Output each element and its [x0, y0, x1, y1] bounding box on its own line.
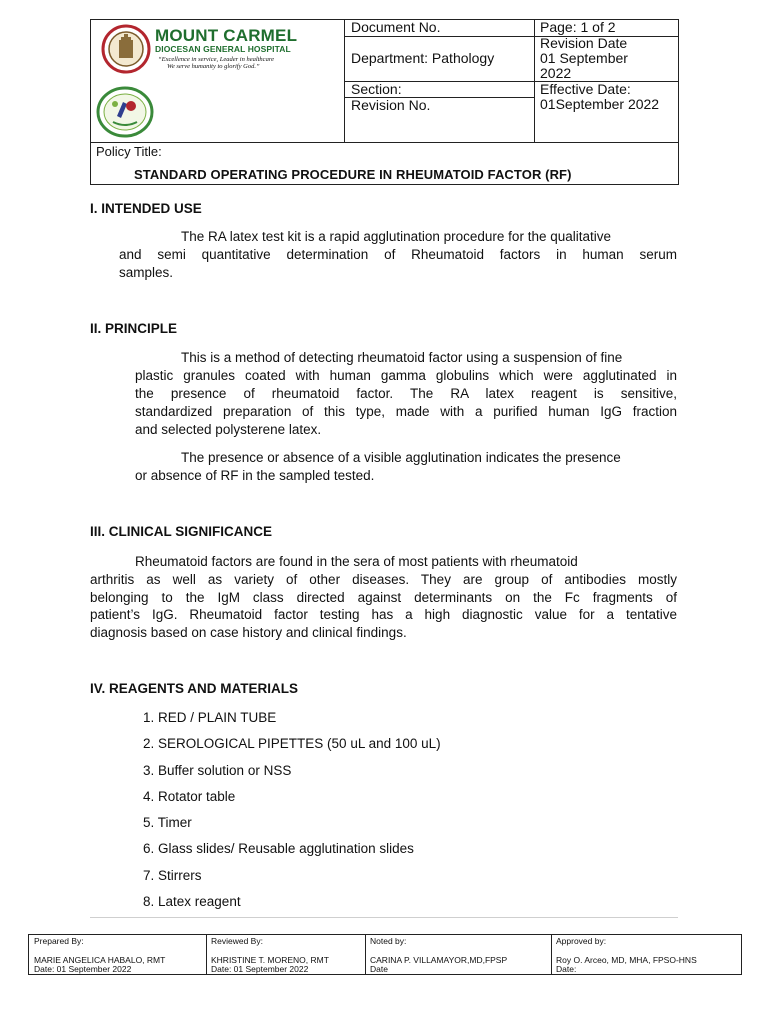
revision-date-value: 01 September	[540, 50, 628, 66]
approved-by-name: Roy O. Arceo, MD, MHA, FPSO-HNS	[556, 955, 697, 965]
clinical-line-3: belonging to the IgM class directed against determinants on the Fc fragments of	[90, 590, 677, 605]
list-item: 3. Buffer solution or NSS	[143, 763, 292, 778]
policy-title: STANDARD OPERATING PROCEDURE IN RHEUMATOID FACTOR (RF)	[134, 167, 572, 182]
list-item: 6. Glass slides/ Reusable agglutination slides	[143, 841, 414, 856]
clinical-line-2: arthritis as well as variety of other diseases. They are group of antibodies mostly	[90, 572, 677, 587]
document-no: Document No.	[351, 19, 441, 35]
revision-date-year: 2022	[540, 65, 572, 81]
section-title-clinical-significance: III. CLINICAL SIGNIFICANCE	[90, 524, 273, 539]
reviewed-by-label: Reviewed By:	[211, 936, 263, 946]
policy-title-label: Policy Title:	[96, 144, 162, 159]
prepared-by-name: MARIE ANGELICA HABALO, RMT	[34, 955, 166, 965]
principle-line-3: the presence of rheumatoid factor. The RA latex reagent is sensitive,	[135, 386, 677, 401]
noted-by-date: Date	[370, 964, 388, 974]
principle-p2-line-2: or absence of RF in the sampled tested.	[135, 468, 375, 483]
principle-line-5: and selected polysterene latex.	[135, 422, 322, 437]
noted-by-name: CARINA P. VILLAMAYOR,MD,FPSP	[370, 955, 508, 965]
principle-line-1: This is a method of detecting rheumatoid factor using a suspension of fine	[181, 350, 623, 365]
reviewed-by-name: KHRISTINE T. MORENO, RMT	[211, 955, 329, 965]
clinical-line-1: Rheumatoid factors are found in the sera of most patients with rheumatoid	[135, 554, 578, 569]
approved-by-date: Date:	[556, 964, 577, 974]
effective-date-value: 01September 2022	[540, 96, 660, 112]
prepared-by-label: Prepared By:	[34, 936, 84, 946]
section-title-intended-use: I. INTENDED USE	[90, 201, 202, 216]
section-title-principle: II. PRINCIPLE	[90, 321, 178, 336]
principle-p2-line-1: The presence or absence of a visible agglutination indicates the presence	[181, 450, 621, 465]
divider	[90, 917, 678, 918]
intended-use-line-3: samples.	[119, 265, 174, 280]
noted-by-label: Noted by:	[370, 936, 407, 946]
hospital-seal-logo	[101, 24, 151, 74]
hospital-subname: DIOCESAN GENERAL HOSPITAL	[155, 44, 291, 54]
intended-use-line-2: and semi quantitative determination of Rheumatoid factors in human serum	[119, 247, 677, 262]
list-item: 5. Timer	[143, 815, 192, 830]
clinical-line-5: diagnosis based on case history and clinical findings.	[90, 625, 407, 640]
revision-date-label: Revision Date	[540, 35, 628, 51]
list-item: 8. Latex reagent	[143, 894, 241, 909]
revision-no: Revision No.	[351, 97, 431, 113]
prepared-by-date: Date: 01 September 2022	[34, 964, 132, 974]
approved-by-label: Approved by:	[556, 936, 607, 946]
hospital-motto-1: “Excellence in service, Leader in healthcare	[158, 56, 274, 63]
principle-line-2: plastic granules coated with human gamma globulins which were agglutinated in	[135, 368, 677, 383]
pathology-logo	[95, 86, 155, 138]
list-item: 4. Rotator table	[143, 789, 236, 804]
list-item: 1. RED / PLAIN TUBE	[143, 710, 277, 725]
intended-use-line-1: The RA latex test kit is a rapid agglutination procedure for the qualitative	[181, 229, 611, 244]
hospital-name: MOUNT CARMEL	[155, 26, 298, 45]
list-item: 2. SEROLOGICAL PIPETTES (50 uL and 100 uL)	[143, 736, 441, 751]
reviewed-by-date: Date: 01 September 2022	[211, 964, 309, 974]
section-title-reagents: IV. REAGENTS AND MATERIALS	[90, 681, 299, 696]
clinical-line-4: patient’s IgG. Rheumatoid factor testing has a high diagnostic value for a tentative	[90, 607, 677, 622]
section-label: Section:	[351, 81, 402, 97]
list-item: 7. Stirrers	[143, 868, 202, 883]
hospital-motto-2: We serve humanity to glorify God.”	[167, 63, 260, 70]
page-number: Page: 1 of 2	[540, 19, 616, 35]
effective-date-label: Effective Date:	[540, 81, 631, 97]
principle-line-4: standardized preparation of this type, made with a purified human IgG fraction	[135, 404, 677, 419]
department: Department: Pathology	[351, 50, 495, 66]
